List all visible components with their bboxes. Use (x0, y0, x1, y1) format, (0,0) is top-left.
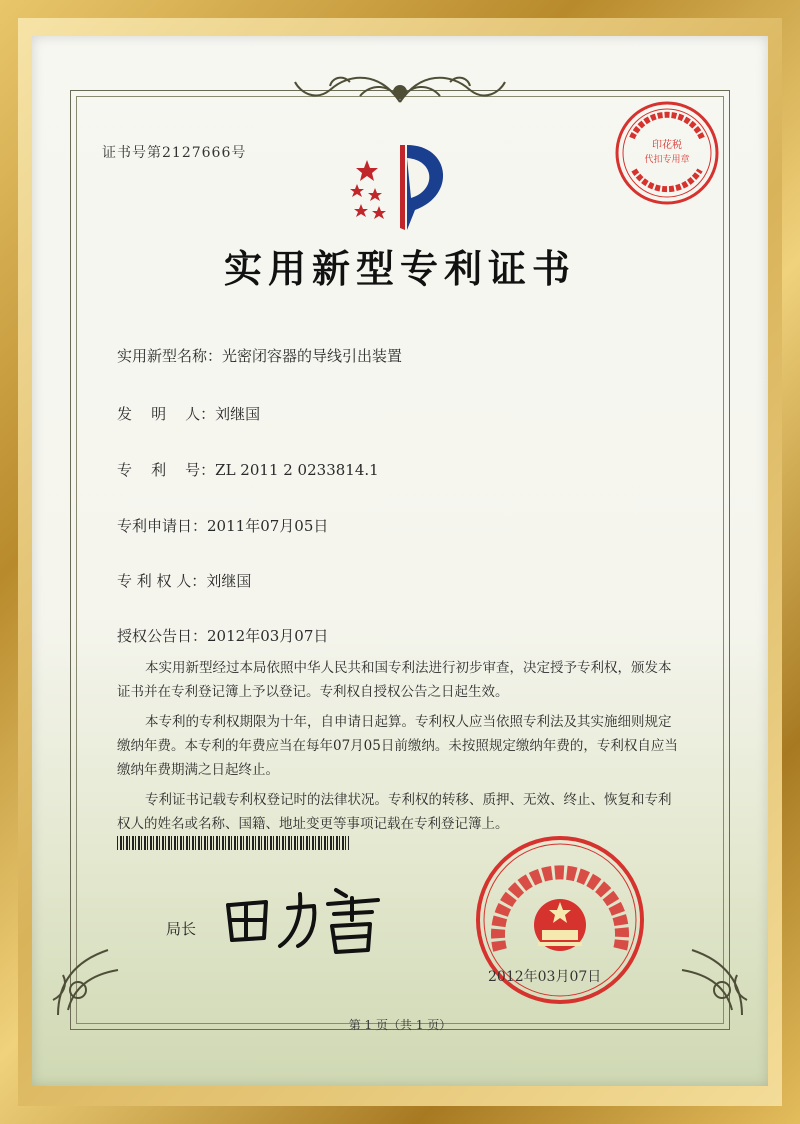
field-value: 2011年07月05日 (207, 517, 329, 535)
director-label: 局长 (166, 920, 197, 938)
corner-ornament-bottom-right (662, 930, 752, 1020)
field-value: 光密闭容器的导线引出装置 (222, 347, 403, 365)
body-paragraph: 本实用新型经过本局依照中华人民共和国专利法进行初步审查，决定授予专利权，颁发本证书并在专利登记簿上予以登记。专利权自授权公告之日起生效。 (117, 660, 672, 700)
field-label: 实用新型名称： (117, 347, 223, 365)
field-patent-number (117, 459, 379, 480)
seal-date: 2012年03月07日 (488, 969, 602, 985)
field-label: 专利申请日： (117, 517, 208, 535)
patent-office-logo (345, 140, 465, 235)
svg-text:印花税: 印花税 (652, 140, 682, 151)
field-application-date (117, 515, 328, 536)
field-patentee (117, 570, 251, 591)
field-value: 2012年03月07日 (207, 627, 329, 645)
field-value: 刘继国 (215, 405, 261, 423)
barcode (117, 836, 349, 850)
tax-seal-stamp (612, 98, 722, 208)
field-value: ZL 2011 2 0233814.1 (215, 461, 379, 479)
certificate-body (117, 656, 682, 842)
field-label: 专 利 号： (117, 461, 216, 479)
top-ornament (290, 62, 510, 112)
field-value: 刘继国 (206, 572, 252, 590)
body-paragraph: 本专利的专利权期限为十年，自申请日起算。专利权人应当依照专利法及其实施细则规定缴纳年费。本专利的年费应当在每年07月05日前缴纳。未按照规定缴纳年费的，专利权自应当缴纳年费期满之日起终止。 (117, 714, 678, 778)
page-number: 第 1 页（共 1 页） (348, 1018, 452, 1032)
field-inventor (117, 403, 260, 424)
field-grant-date (117, 625, 328, 646)
certificate-number: 证书号第2127666号 (102, 145, 247, 161)
field-label: 发 明 人： (117, 405, 216, 423)
director-signature (218, 880, 388, 960)
field-utility-model-name (117, 345, 402, 366)
corner-ornament-bottom-left (48, 930, 138, 1020)
field-label: 授权公告日： (117, 627, 208, 645)
body-paragraph: 专利证书记载专利权登记时的法律状况。专利权的转移、质押、无效、终止、恢复和专利权人的姓名或名称、国籍、地址变更等事项记载在专利登记簿上。 (117, 792, 672, 832)
certificate-title: 实用新型专利证书 (223, 247, 576, 291)
field-label: 专 利 权 人： (117, 572, 207, 590)
svg-text:代扣专用章: 代扣专用章 (644, 155, 690, 165)
